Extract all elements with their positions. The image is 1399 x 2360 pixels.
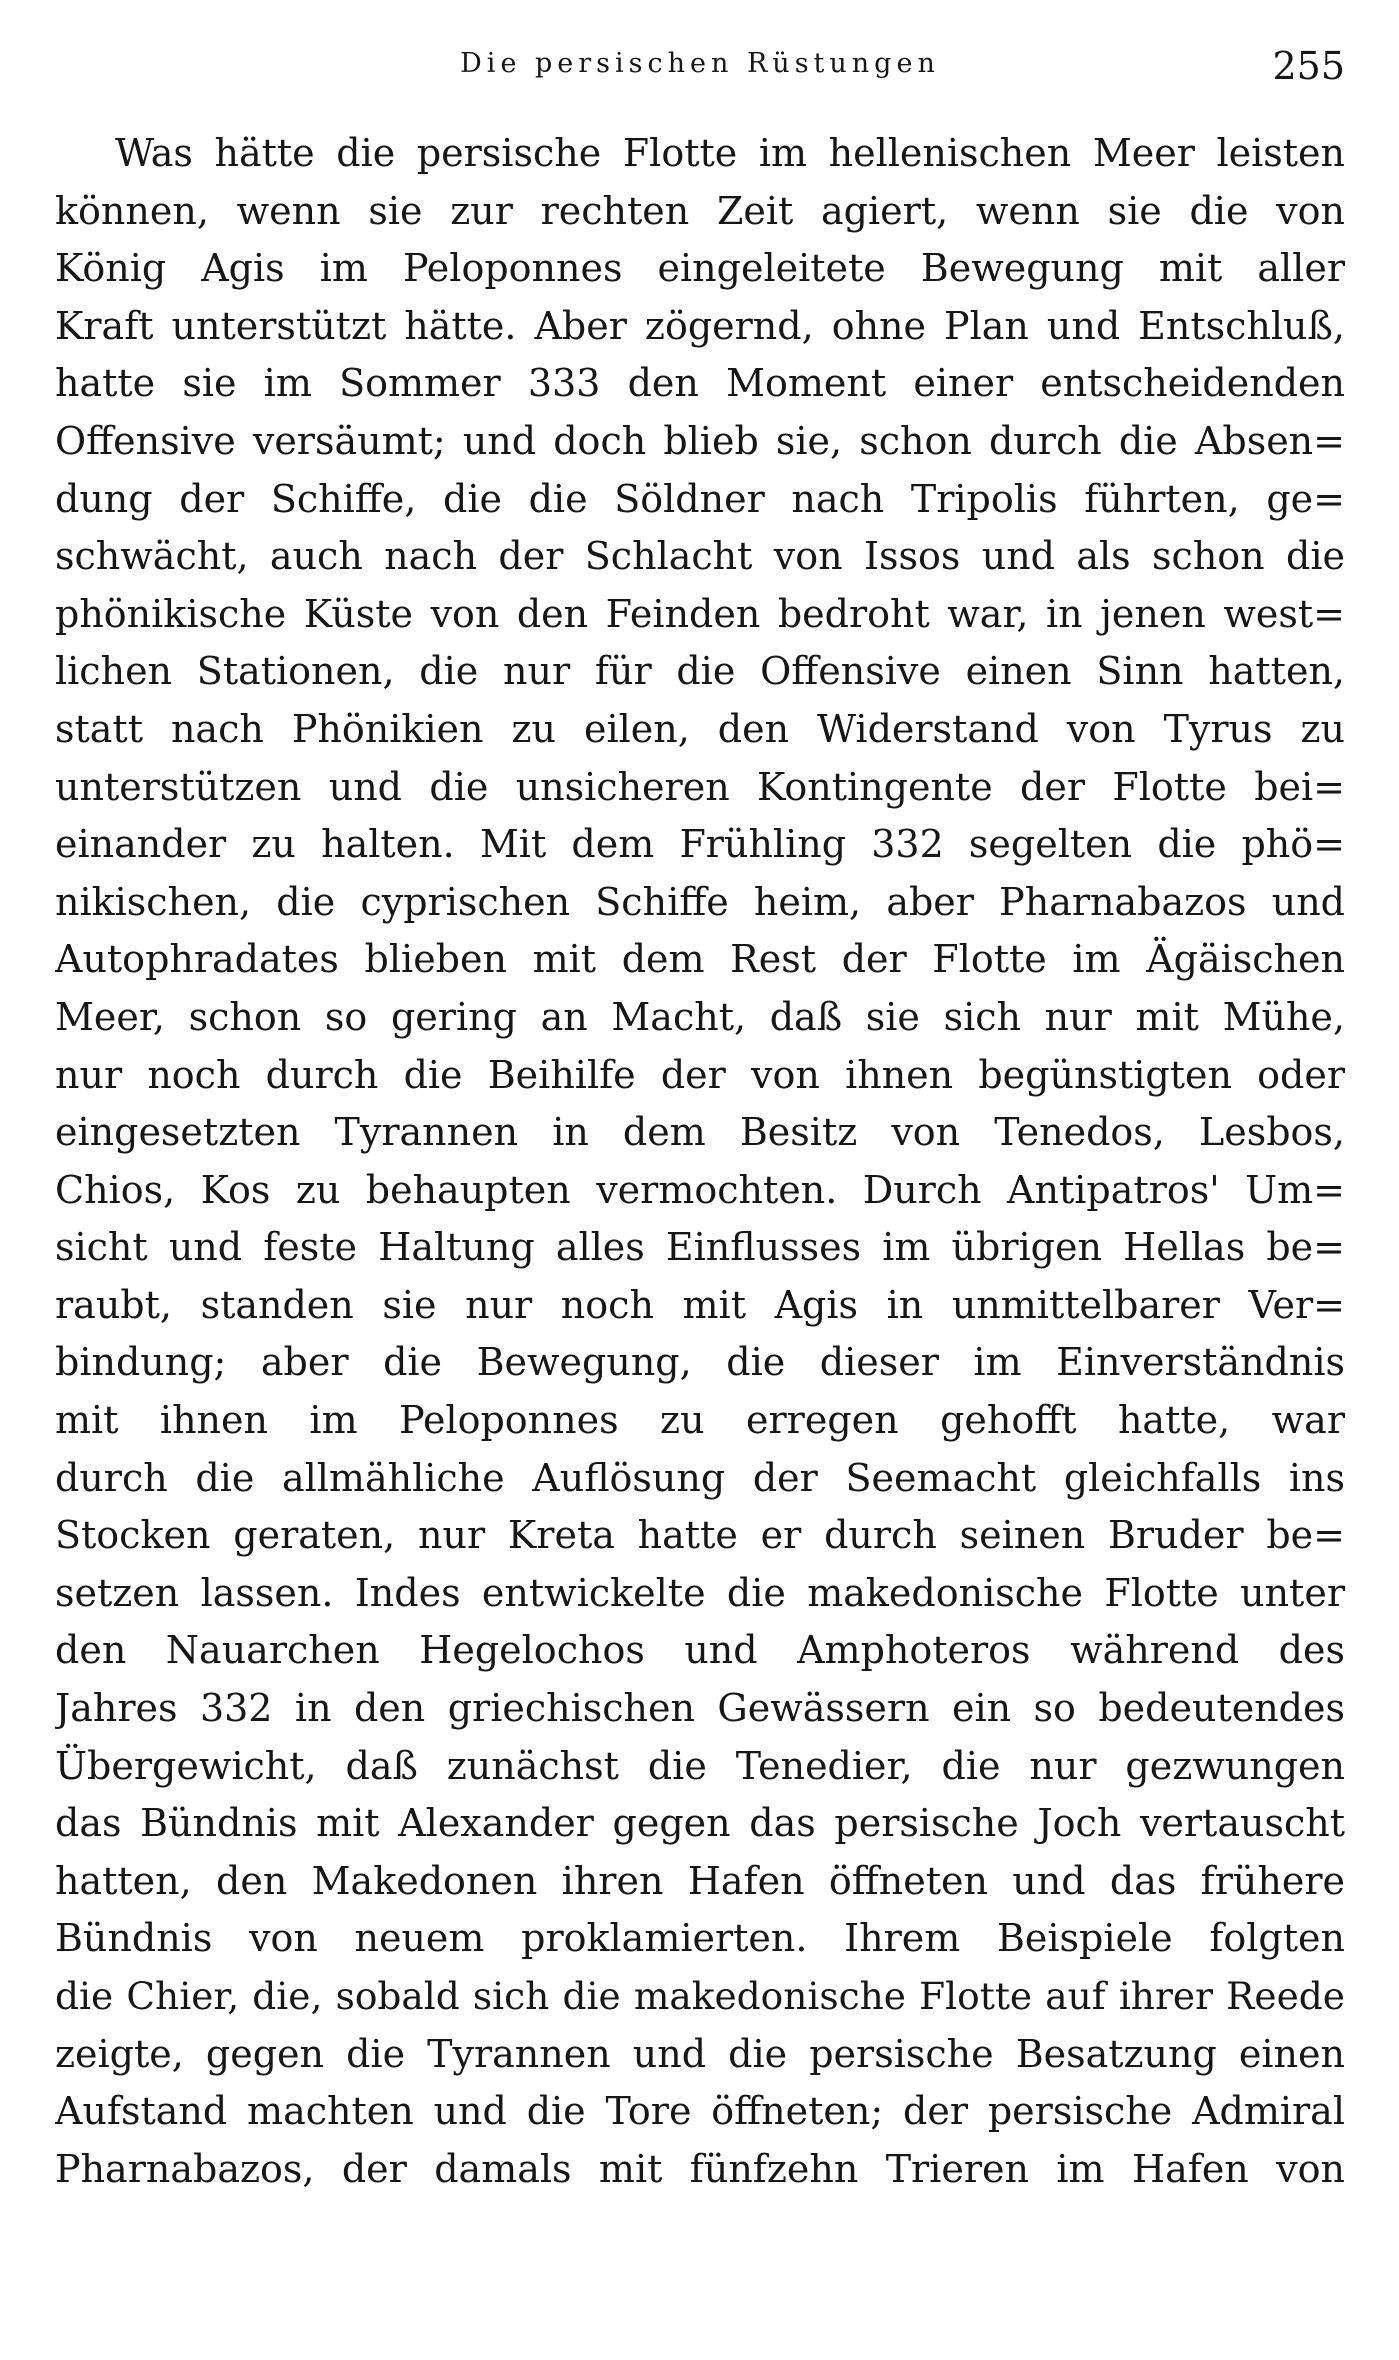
page-number: 255 <box>1272 44 1345 88</box>
text-line: Autophradates blieben mit dem Rest der Flotte im Ägäischen <box>55 937 1345 982</box>
text-line: Pharnabazos, der damals mit fünfzehn Trieren im Hafen von <box>55 2146 1345 2191</box>
text-line: Offensive versäumt; und doch blieb sie, schon durch die Absen= <box>55 418 1345 463</box>
text-line: Übergewicht, daß zunächst die Tenedier, die nur gezwungen <box>55 1743 1345 1788</box>
text-line: Kraft unterstützt hätte. Aber zögernd, ohne Plan und Entschluß, <box>55 303 1345 348</box>
text-line: hatten, den Makedonen ihren Hafen öffneten und das frühere <box>55 1858 1345 1903</box>
text-line: raubt, standen sie nur noch mit Agis in unmittelbarer Ver= <box>55 1282 1345 1327</box>
text-line: dung der Schiffe, die die Söldner nach Tripolis führten, ge= <box>55 476 1345 521</box>
text-line: Meer, schon so gering an Macht, daß sie sich nur mit Mühe, <box>55 994 1345 1039</box>
text-line: Aufstand machten und die Tore öffneten; der persische Admiral <box>55 2089 1345 2134</box>
text-line: Stocken geraten, nur Kreta hatte er durch seinen Bruder be= <box>55 1513 1345 1558</box>
text-line: einander zu halten. Mit dem Frühling 332 segelten die phö= <box>55 822 1345 867</box>
text-line: können, wenn sie zur rechten Zeit agiert, wenn sie die von <box>55 188 1345 233</box>
text-line: den Nauarchen Hegelochos und Amphoteros während des <box>55 1628 1345 1673</box>
text-line: die Chier, die, sobald sich die makedonische Flotte auf ihrer Reede <box>55 1974 1345 2018</box>
running-title: Die persischen Rüstungen <box>460 48 940 79</box>
text-line: Chios, Kos zu behaupten vermochten. Durch Antipatros' Um= <box>55 1167 1345 1212</box>
text-line: mit ihnen im Peloponnes zu erregen gehofft hatte, war <box>55 1398 1345 1443</box>
text-line: unterstützen und die unsicheren Kontingente der Flotte bei= <box>55 764 1345 809</box>
text-line: nikischen, die cyprischen Schiffe heim, aber Pharnabazos und <box>55 879 1345 924</box>
text-line: sicht und feste Haltung alles Einflusses im übrigen Hellas be= <box>55 1225 1345 1270</box>
text-line: durch die allmähliche Auflösung der Seemacht gleichfalls ins <box>55 1455 1345 1500</box>
text-line: lichen Stationen, die nur für die Offensive einen Sinn hatten, <box>55 649 1345 694</box>
text-line: schwächt, auch nach der Schlacht von Issos und als schon die <box>55 534 1345 579</box>
text-line: Was hätte die persische Flotte im hellenischen Meer leisten <box>115 131 1345 175</box>
running-head <box>55 40 1345 100</box>
text-line: statt nach Phönikien zu eilen, den Widerstand von Tyrus zu <box>55 706 1345 751</box>
text-line: Bündnis von neuem proklamierten. Ihrem Beispiele folgten <box>55 1916 1345 1961</box>
text-line: hatte sie im Sommer 333 den Moment einer entscheidenden <box>55 361 1345 406</box>
text-line: Jahres 332 in den griechischen Gewässern ein so bedeutendes <box>55 1686 1345 1731</box>
text-line: zeigte, gegen die Tyrannen und die persische Besatzung einen <box>55 2031 1345 2076</box>
text-line: das Bündnis mit Alexander gegen das persische Joch vertauscht <box>55 1801 1345 1846</box>
text-line: König Agis im Peloponnes eingeleitete Bewegung mit aller <box>55 246 1345 291</box>
text-line: eingesetzten Tyrannen in dem Besitz von Tenedos, Lesbos, <box>55 1110 1345 1155</box>
body-text <box>55 125 1345 2198</box>
text-line: nur noch durch die Beihilfe der von ihnen begünstigten oder <box>55 1052 1345 1097</box>
text-line: bindung; aber die Bewegung, die dieser im Einverständnis <box>55 1340 1345 1385</box>
text-line: phönikische Küste von den Feinden bedroht war, in jenen west= <box>55 591 1345 636</box>
text-line: setzen lassen. Indes entwickelte die makedonische Flotte unter <box>55 1570 1345 1615</box>
